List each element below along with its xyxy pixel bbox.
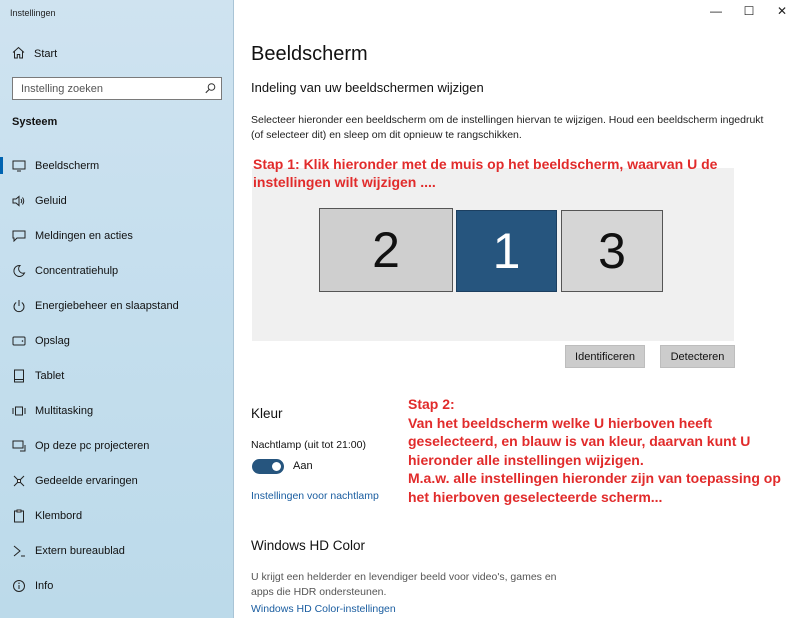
sidebar-item-extern-bureaublad[interactable] bbox=[0, 533, 233, 568]
sidebar-item-label: Opslag bbox=[35, 334, 70, 347]
minimize-button[interactable]: — bbox=[710, 4, 722, 18]
home-icon bbox=[12, 46, 34, 62]
sidebar-item-label: Meldingen en acties bbox=[35, 229, 133, 242]
sidebar-item-label: Gedeelde ervaringen bbox=[35, 474, 138, 487]
display-arrangement-area[interactable] bbox=[252, 168, 734, 341]
identify-button[interactable]: Identificeren bbox=[565, 345, 645, 368]
speaker-icon bbox=[12, 194, 26, 208]
sidebar-item-meldingen[interactable] bbox=[0, 218, 233, 253]
section-title: Systeem bbox=[12, 116, 58, 128]
sidebar-item-label: Geluid bbox=[35, 194, 67, 207]
search-icon[interactable] bbox=[204, 82, 217, 98]
toggle-knob bbox=[272, 462, 281, 471]
clipboard-icon bbox=[12, 509, 26, 523]
color-heading: Kleur bbox=[251, 406, 283, 421]
arrangement-description: Selecteer hieronder een beeldscherm om de instellingen hiervan te wijzigen. Houd een beeldscherm ingedrukt (of selecteer dit) en sleep om dit opnieuw te rangschikken. bbox=[251, 114, 764, 141]
hdr-heading: Windows HD Color bbox=[251, 538, 366, 553]
search-input[interactable] bbox=[12, 77, 222, 100]
sidebar-item-label: Beeldscherm bbox=[35, 159, 100, 172]
sidebar-item-label: Energiebeheer en slaapstand bbox=[35, 299, 179, 312]
nightlight-label: Nachtlamp (uit tot 21:00) bbox=[251, 439, 366, 451]
multitasking-icon bbox=[12, 404, 26, 418]
sidebar-item-klembord[interactable] bbox=[0, 498, 233, 533]
tablet-icon bbox=[12, 369, 26, 383]
sidebar-item-projecteren[interactable] bbox=[0, 428, 233, 463]
page-title: Beeldscherm bbox=[251, 43, 368, 65]
share-icon bbox=[12, 474, 26, 488]
monitor-2[interactable]: 2 bbox=[319, 208, 453, 292]
sidebar-item-energiebeheer[interactable] bbox=[0, 288, 233, 323]
remote-desktop-icon bbox=[12, 544, 26, 558]
sidebar-item-tablet[interactable] bbox=[0, 358, 233, 393]
close-button[interactable]: ✕ bbox=[776, 4, 788, 18]
active-indicator bbox=[0, 157, 3, 174]
nightlight-state: Aan bbox=[293, 460, 313, 472]
sidebar-item-label: Concentratiehulp bbox=[35, 264, 119, 277]
maximize-button[interactable]: ☐ bbox=[743, 4, 755, 18]
project-icon bbox=[12, 439, 26, 453]
sidebar-nav bbox=[0, 148, 233, 603]
sidebar-item-label: Info bbox=[35, 579, 54, 592]
sidebar-item-concentratiehulp[interactable] bbox=[0, 253, 233, 288]
sidebar-item-label: Klembord bbox=[35, 509, 83, 522]
sidebar-item-multitasking[interactable] bbox=[0, 393, 233, 428]
annotation-step1: Stap 1: Klik hieronder met de muis op het beeldscherm, waarvan U de instellingen wilt wijzigen .... bbox=[253, 156, 718, 190]
annotation-step2 bbox=[408, 395, 788, 506]
sidebar-item-label: Tablet bbox=[35, 369, 65, 382]
nightlight-toggle[interactable] bbox=[252, 459, 284, 474]
search-placeholder: Instelling zoeken bbox=[21, 82, 103, 95]
detect-button[interactable]: Detecteren bbox=[660, 345, 735, 368]
hdr-settings-link[interactable]: Windows HD Color-instellingen bbox=[251, 603, 396, 615]
storage-icon bbox=[12, 334, 26, 348]
sidebar-item-beeldscherm[interactable] bbox=[0, 148, 233, 183]
main-content bbox=[235, 0, 800, 618]
window-title: Instellingen bbox=[10, 8, 56, 18]
nightlight-settings-link[interactable]: Instellingen voor nachtlamp bbox=[251, 490, 379, 502]
annotation-step2-line: Van het beeldscherm welke U hierboven heeft geselecteerd, en blauw is van kleur, daarvan kunt U hieronder alle instellingen wijzigen. bbox=[408, 414, 751, 468]
sidebar-item-opslag[interactable] bbox=[0, 323, 233, 358]
annotation-step2-line: Stap 2: bbox=[408, 396, 455, 412]
sidebar-item-info[interactable] bbox=[0, 568, 233, 603]
section-subtitle: Indeling van uw beeldschermen wijzigen bbox=[251, 80, 484, 95]
info-icon bbox=[12, 579, 26, 593]
monitor-3[interactable]: 3 bbox=[561, 210, 663, 292]
monitor-icon bbox=[12, 159, 26, 173]
annotation-step2-line: M.a.w. alle instellingen hieronder zijn van toepassing op het hierboven geselecteerde scherm... bbox=[408, 470, 781, 505]
monitor-1[interactable]: 1 bbox=[456, 210, 557, 292]
home-button[interactable] bbox=[12, 46, 57, 62]
sidebar-item-label: Multitasking bbox=[35, 404, 94, 417]
sidebar bbox=[0, 0, 234, 618]
sidebar-item-label: Op deze pc projecteren bbox=[35, 439, 150, 452]
sidebar-item-gedeelde-ervaringen[interactable] bbox=[0, 463, 233, 498]
hdr-description: U krijgt een helderder en levendiger beeld voor video's, games en apps die HDR ondersteunen. bbox=[251, 571, 557, 598]
moon-icon bbox=[12, 264, 26, 278]
sidebar-item-geluid[interactable] bbox=[0, 183, 233, 218]
home-label: Start bbox=[34, 48, 58, 60]
sidebar-item-label: Extern bureaublad bbox=[35, 544, 125, 557]
power-icon bbox=[12, 299, 26, 313]
notification-icon bbox=[12, 229, 26, 243]
